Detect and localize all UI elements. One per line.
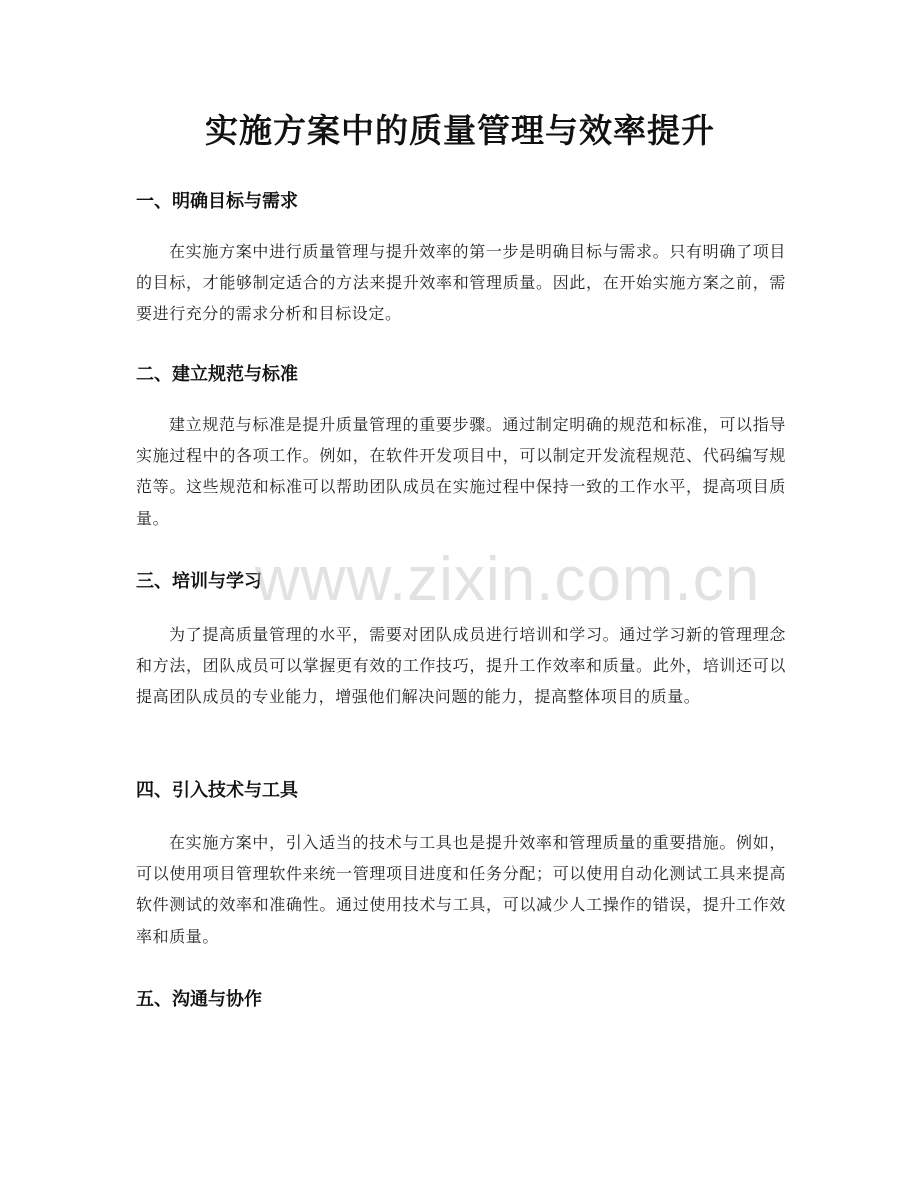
section-heading-2: 二、建立规范与标准 [136, 364, 298, 385]
section-paragraph-1: 在实施方案中进行质量管理与提升效率的第一步是明确目标与需求。只有明确了项目的目标，才能够制定适合的方法来提升效率和管理质量。因此，在开始实施方案之前，需要进行充分的需求分析和目标设定。 [136, 242, 786, 324]
section-paragraph-2: 建立规范与标准是提升质量管理的重要步骤。通过制定明确的规范和标准，可以指导实施过程中的各项工作。例如，在软件开发项目中，可以制定开发流程规范、代码编写规范等。这些规范和标准可以帮助团队成员在实施过程中保持一致的工作水平，提高项目质量。 [136, 415, 786, 528]
section-heading-4: 四、引入技术与工具 [136, 780, 298, 801]
section-heading-3: 三、培训与学习 [136, 571, 262, 592]
section-heading-1: 一、明确目标与需求 [136, 191, 298, 212]
section-paragraph-3: 为了提高质量管理的水平，需要对团队成员进行培训和学习。通过学习新的管理理念和方法，团队成员可以掌握更有效的工作技巧，提升工作效率和质量。此外，培训还可以提高团队成员的专业能力，增强他们解决问题的能力，提高整体项目的质量。 [136, 625, 786, 707]
document-title: 实施方案中的质量管理与效率提升 [205, 111, 715, 150]
section-paragraph-4: 在实施方案中，引入适当的技术与工具也是提升效率和管理质量的重要措施。例如，可以使用项目管理软件来统一管理项目进度和任务分配；可以使用自动化测试工具来提高软件测试的效率和准确性。通过使用技术与工具，可以减少人工操作的错误，提升工作效率和质量。 [136, 833, 786, 946]
watermark-text: www.zixin.com.cn [255, 545, 761, 614]
section-heading-5: 五、沟通与协作 [136, 989, 262, 1010]
